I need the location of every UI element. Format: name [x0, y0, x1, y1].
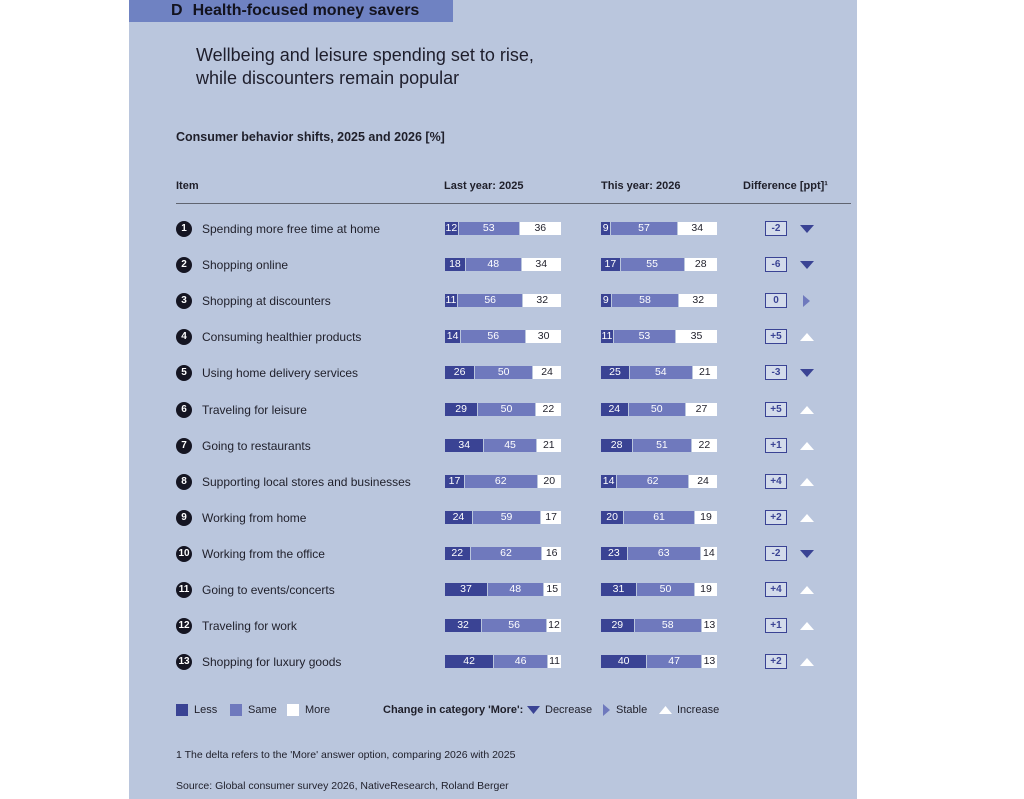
bar-segment-same: 51: [633, 439, 692, 452]
bar-segment-more: 34: [678, 222, 717, 235]
bar-segment-same: 56: [482, 619, 547, 632]
increase-triangle-icon: [800, 620, 814, 632]
bar-segment-less: 24: [445, 511, 473, 524]
table-row: [129, 508, 857, 528]
legend-less-label: Less: [194, 704, 218, 716]
bar-segment-more: 19: [695, 511, 717, 524]
table-row: [129, 616, 857, 636]
bar-segment-more: 32: [679, 294, 716, 307]
row-item-label: Consuming healthier products: [202, 330, 362, 345]
bar-segment-more: 21: [537, 439, 561, 452]
legend-change-title: Change in category 'More':: [383, 704, 524, 716]
difference-value: +4: [765, 474, 787, 489]
bar-segment-less: 37: [445, 583, 488, 596]
row-number-badge: 3: [176, 293, 192, 309]
bar-segment-more: 15: [544, 583, 561, 596]
row-number-badge: 7: [176, 438, 192, 454]
bar-segment-less: 17: [445, 475, 465, 488]
bar-segment-less: 14: [601, 475, 617, 488]
row-number-badge: 8: [176, 474, 192, 490]
bar-segment-same: 59: [473, 511, 541, 524]
bar-segment-same: 50: [478, 403, 535, 416]
bar-segment-same: 56: [458, 294, 524, 307]
bar-segment-more: 22: [692, 439, 717, 452]
increase-triangle-icon: [800, 656, 814, 668]
section-letter: D: [171, 2, 183, 19]
row-number-badge: 12: [176, 618, 192, 634]
decrease-triangle-icon: [800, 223, 814, 235]
stacked-bar-2026: [601, 330, 717, 343]
stacked-bar-2025: [445, 366, 561, 379]
legend-more: [287, 704, 330, 716]
bar-segment-more: 21: [693, 366, 717, 379]
row-item-label: Shopping online: [202, 258, 289, 273]
bar-segment-more: 13: [703, 655, 716, 668]
column-header-2026: This year: 2026: [601, 180, 681, 192]
table-row: [129, 472, 857, 492]
increase-triangle-icon: [800, 512, 814, 524]
legend-stable-label: Stable: [616, 704, 648, 716]
bar-segment-more: 30: [526, 330, 561, 343]
increase-triangle-icon: [800, 584, 814, 596]
legend-increase: [659, 704, 719, 716]
row-item-label: Shopping for luxury goods: [202, 655, 342, 670]
bar-segment-less: 26: [445, 366, 475, 379]
decrease-triangle-icon: [800, 367, 814, 379]
stacked-bar-2025: [445, 222, 561, 235]
bar-segment-same: 62: [465, 475, 538, 488]
bar-segment-same: 58: [612, 294, 680, 307]
table-row: [129, 219, 857, 239]
bar-segment-same: 63: [628, 547, 701, 560]
table-row: [129, 400, 857, 420]
bar-segment-less: 11: [601, 330, 613, 343]
chart-title: Consumer behavior shifts, 2025 and 2026 [%]: [176, 130, 445, 144]
decrease-triangle-icon: [527, 706, 540, 715]
stacked-bar-2026: [601, 294, 717, 307]
table-row: [129, 544, 857, 564]
bar-segment-more: 32: [523, 294, 560, 307]
table-row: [129, 327, 857, 347]
subtitle: [196, 44, 534, 90]
bar-segment-more: 12: [548, 619, 560, 632]
difference-value: +4: [765, 582, 787, 597]
bar-segment-less: 24: [601, 403, 629, 416]
row-item-label: Traveling for leisure: [202, 402, 307, 417]
legend-stable: [603, 704, 647, 716]
bar-segment-same: 46: [494, 655, 548, 668]
stacked-bar-2025: [445, 583, 561, 596]
bar-segment-more: 17: [541, 511, 561, 524]
stable-triangle-icon: [603, 704, 611, 716]
bar-segment-same: 53: [614, 330, 676, 343]
section-title: Health-focused money savers: [192, 2, 420, 19]
row-item-label: Traveling for work: [202, 619, 297, 634]
stacked-bar-2025: [445, 403, 561, 416]
stacked-bar-2025: [445, 655, 561, 668]
stacked-bar-2026: [601, 403, 717, 416]
legend-less: [176, 704, 217, 716]
bar-segment-less: 18: [445, 258, 466, 271]
stacked-bar-2025: [445, 294, 561, 307]
stacked-bar-2025: [445, 475, 561, 488]
decrease-triangle-icon: [800, 548, 814, 560]
stacked-bar-2026: [601, 222, 717, 235]
bar-segment-same: 45: [484, 439, 536, 452]
bar-segment-less: 20: [601, 511, 624, 524]
header-divider: [176, 203, 851, 204]
bar-segment-less: 14: [445, 330, 461, 343]
row-number-badge: 10: [176, 546, 192, 562]
row-item-label: Shopping at discounters: [202, 294, 331, 309]
column-header-item: Item: [176, 180, 199, 192]
legend-same-swatch: [230, 704, 242, 716]
bar-segment-less: 23: [601, 547, 628, 560]
row-item-label: Using home delivery services: [202, 366, 359, 381]
row-number-badge: 4: [176, 329, 192, 345]
row-number-badge: 9: [176, 510, 192, 526]
increase-triangle-icon: [659, 706, 672, 715]
bar-segment-more: 36: [520, 222, 561, 235]
bar-segment-more: 24: [689, 475, 717, 488]
row-number-badge: 13: [176, 654, 192, 670]
stacked-bar-2026: [601, 655, 717, 668]
bar-segment-more: 16: [542, 547, 561, 560]
bar-segment-same: 61: [624, 511, 695, 524]
difference-value: +5: [765, 329, 787, 344]
bar-segment-less: 28: [601, 439, 633, 452]
stacked-bar-2026: [601, 547, 717, 560]
table-row: [129, 436, 857, 456]
bar-segment-less: 34: [445, 439, 484, 452]
bar-segment-same: 54: [630, 366, 693, 379]
bar-segment-more: 11: [549, 655, 560, 668]
chart-panel: [129, 0, 857, 799]
bar-segment-same: 48: [488, 583, 544, 596]
bar-segment-more: 22: [536, 403, 561, 416]
bar-segment-same: 53: [459, 222, 520, 235]
stacked-bar-2025: [445, 619, 561, 632]
legend-increase-label: Increase: [677, 704, 720, 716]
table-row: [129, 580, 857, 600]
difference-value: +2: [765, 654, 787, 669]
legend-less-swatch: [176, 704, 188, 716]
difference-value: -2: [765, 546, 787, 561]
bar-segment-less: 31: [601, 583, 637, 596]
row-number-badge: 5: [176, 365, 192, 381]
row-number-badge: 6: [176, 402, 192, 418]
footnote: 1 The delta refers to the 'More' answer option, comparing 2026 with 2025: [176, 749, 516, 761]
bar-segment-less: 29: [601, 619, 635, 632]
row-number-badge: 2: [176, 257, 192, 273]
source-note: Source: Global consumer survey 2026, NativeResearch, Roland Berger: [176, 780, 509, 792]
bar-segment-same: 58: [635, 619, 702, 632]
bar-segment-same: 50: [637, 583, 695, 596]
bar-segment-same: 57: [611, 222, 677, 235]
stacked-bar-2026: [601, 475, 717, 488]
increase-triangle-icon: [800, 331, 814, 343]
row-item-label: Spending more free time at home: [202, 222, 381, 236]
bar-segment-same: 55: [621, 258, 685, 271]
bar-segment-less: 12: [445, 222, 458, 234]
stacked-bar-2026: [601, 258, 717, 271]
row-item-label: Supporting local stores and businesses: [202, 474, 411, 489]
bar-segment-less: 25: [601, 366, 630, 379]
bar-segment-less: 40: [601, 655, 647, 668]
row-number-badge: 1: [176, 221, 192, 237]
bar-segment-more: 13: [703, 619, 716, 632]
legend-same: [230, 704, 277, 716]
bar-segment-less: 29: [445, 403, 478, 416]
bar-segment-less: 9: [601, 222, 611, 235]
row-item-label: Going to restaurants: [202, 438, 311, 453]
stacked-bar-2026: [601, 366, 717, 379]
bar-segment-less: 32: [445, 619, 482, 632]
bar-segment-more: 19: [695, 583, 717, 596]
bar-segment-same: 50: [475, 366, 533, 379]
legend-decrease-label: Decrease: [545, 704, 593, 716]
stacked-bar-2025: [445, 258, 561, 271]
difference-value: 0: [765, 293, 787, 308]
table-row: [129, 255, 857, 275]
bar-segment-same: 50: [629, 403, 686, 416]
difference-value: +1: [765, 618, 787, 633]
legend-decrease: [527, 704, 592, 716]
stacked-bar-2026: [601, 619, 717, 632]
difference-value: -2: [765, 221, 787, 236]
bar-segment-less: 17: [601, 258, 621, 271]
table-row: [129, 291, 857, 311]
stable-triangle-icon: [800, 295, 814, 307]
bar-segment-more: 20: [538, 475, 561, 488]
difference-value: +1: [765, 438, 787, 453]
row-item-label: Working from the office: [202, 546, 325, 561]
stacked-bar-2026: [601, 439, 717, 452]
bar-segment-more: 28: [685, 258, 717, 271]
increase-triangle-icon: [800, 440, 814, 452]
table-row: [129, 652, 857, 672]
bar-segment-less: 42: [445, 655, 494, 668]
subtitle-line-2: while discounters remain popular: [196, 68, 460, 88]
difference-value: -3: [765, 365, 787, 380]
stacked-bar-2026: [601, 583, 717, 596]
column-header-difference: Difference [ppt]¹: [743, 180, 828, 192]
subtitle-line-1: Wellbeing and leisure spending set to rise,: [196, 45, 534, 65]
bar-segment-same: 62: [471, 547, 543, 560]
bar-segment-same: 47: [647, 655, 702, 668]
table-row: [129, 363, 857, 383]
stacked-bar-2026: [601, 511, 717, 524]
bar-segment-less: 22: [445, 547, 471, 560]
row-item-label: Going to events/concerts: [202, 583, 335, 597]
difference-value: -6: [765, 257, 787, 272]
row-number-badge: 11: [176, 582, 192, 598]
bar-segment-less: 11: [445, 294, 457, 307]
bar-segment-more: 35: [676, 330, 717, 343]
stacked-bar-2025: [445, 547, 561, 560]
difference-value: +2: [765, 510, 787, 525]
difference-value: +5: [765, 402, 787, 417]
stacked-bar-2025: [445, 511, 561, 524]
bar-segment-same: 48: [466, 258, 522, 271]
decrease-triangle-icon: [800, 259, 814, 271]
section-header: [129, 0, 453, 22]
stacked-bar-2025: [445, 439, 561, 452]
legend-more-swatch: [287, 704, 299, 716]
bar-segment-more: 34: [522, 258, 561, 271]
bar-segment-more: 27: [686, 403, 717, 416]
bar-segment-more: 14: [701, 547, 717, 560]
bar-segment-same: 62: [617, 475, 689, 488]
bar-segment-less: 9: [601, 294, 612, 307]
bar-segment-same: 56: [461, 330, 526, 343]
row-item-label: Working from home: [202, 510, 307, 525]
increase-triangle-icon: [800, 404, 814, 416]
increase-triangle-icon: [800, 476, 814, 488]
column-header-2025: Last year: 2025: [444, 180, 524, 192]
legend-more-label: More: [305, 704, 331, 716]
legend-same-label: Same: [248, 704, 277, 716]
stacked-bar-2025: [445, 330, 561, 343]
bar-segment-more: 24: [533, 366, 561, 379]
